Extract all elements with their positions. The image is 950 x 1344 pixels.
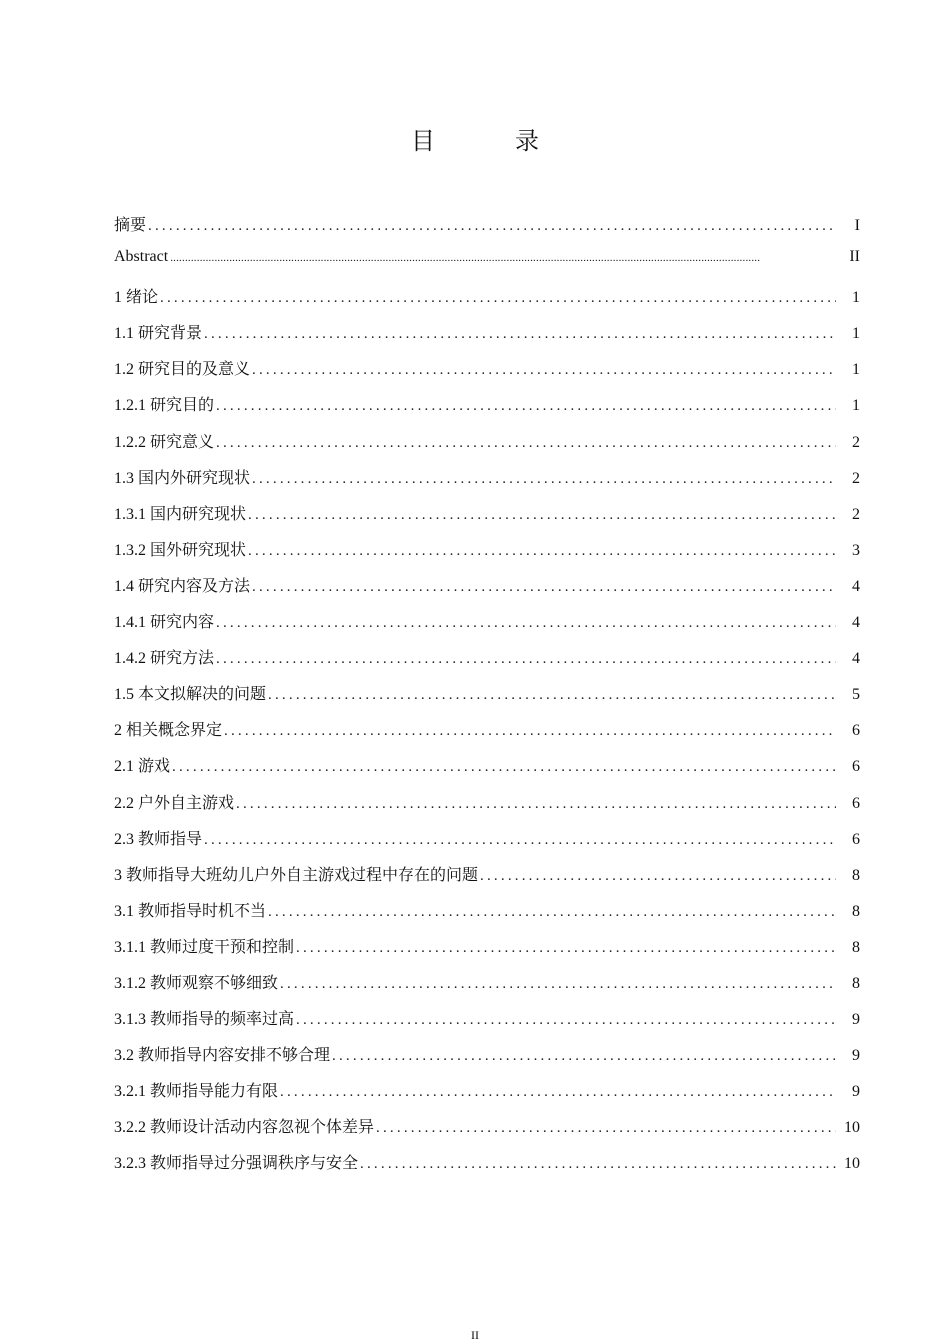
toc-dot-leader (204, 326, 836, 343)
toc-entry-page: 10 (844, 1155, 860, 1173)
toc-entry[interactable] (114, 934, 860, 970)
toc-entry-label: 3 教师指导大班幼儿户外自主游戏过程中存在的问题 (114, 866, 479, 884)
toc-entry[interactable] (114, 1078, 860, 1114)
toc-entry-label: 3.1.1 教师过度干预和控制 (114, 938, 295, 956)
toc-entry[interactable] (114, 356, 860, 392)
toc-dot-leader (252, 471, 836, 488)
toc-entry-label: 1.3 国内外研究现状 (114, 469, 251, 487)
toc-dot-leader (216, 435, 836, 452)
toc-entry-page: 9 (852, 1083, 860, 1101)
toc-entry-page: 6 (852, 722, 860, 740)
toc-dot-leader (296, 1012, 836, 1029)
toc-entry-label: 2 相关概念界定 (114, 722, 223, 740)
toc-dot-leader (224, 723, 836, 740)
toc-entry-page: 5 (852, 686, 860, 704)
toc-entry[interactable] (114, 392, 860, 428)
toc-dot-leader (148, 218, 836, 235)
toc-entry-label: 1.4.1 研究内容 (114, 614, 215, 632)
toc-entry-page: 6 (852, 794, 860, 812)
toc-entry-abstract-cn[interactable] (114, 212, 860, 248)
toc-dot-leader (480, 868, 836, 885)
toc-entry[interactable] (114, 970, 860, 1006)
toc-entry-page: 4 (852, 577, 860, 595)
toc-entry[interactable] (114, 1042, 860, 1078)
toc-dot-leader (280, 976, 836, 993)
toc-entry-page: 2 (852, 469, 860, 487)
toc-entry-page: 10 (844, 1119, 860, 1137)
toc-dot-leader (236, 796, 836, 813)
toc-entry-label: 1.2 研究目的及意义 (114, 361, 251, 379)
toc-entry[interactable] (114, 501, 860, 537)
toc-entry-label: 1.5 本文拟解决的问题 (114, 686, 267, 704)
toc-entry-label: 1.4 研究内容及方法 (114, 577, 251, 595)
toc-dot-leader (268, 904, 836, 921)
toc-entry-label: 2.3 教师指导 (114, 830, 203, 848)
toc-entry[interactable] (114, 1006, 860, 1042)
footer-page-number: II (471, 1328, 479, 1342)
toc-entry-label: 2.1 游戏 (114, 758, 171, 776)
toc-entry[interactable] (114, 1150, 860, 1186)
toc-entry-page: 3 (852, 541, 860, 559)
toc-entry-page: 1 (852, 325, 860, 343)
toc-entry-label: Abstract (114, 248, 169, 266)
toc-dot-leader (332, 1048, 836, 1065)
toc-entry[interactable] (114, 429, 860, 465)
toc-entry-label: 1.2.1 研究目的 (114, 397, 215, 415)
toc-dot-leader (360, 1156, 836, 1173)
toc-entry[interactable] (114, 681, 860, 717)
toc-entry[interactable] (114, 537, 860, 573)
toc-entry[interactable] (114, 898, 860, 934)
toc-entry-label: 1.4.2 研究方法 (114, 650, 215, 668)
toc-entry-label: 1.2.2 研究意义 (114, 433, 215, 451)
toc-dot-leader (172, 759, 836, 776)
toc-entry-page: 4 (852, 650, 860, 668)
toc-entry-label: 3.1.3 教师指导的频率过高 (114, 1011, 295, 1029)
toc-entry-page: I (854, 217, 860, 234)
toc-dot-leader (160, 290, 836, 307)
toc-entry-label: 2.2 户外自主游戏 (114, 794, 235, 812)
toc-entry-page: 2 (852, 433, 860, 451)
table-of-contents (114, 212, 860, 1187)
toc-dot-leader (204, 832, 836, 849)
toc-dot-leader (216, 651, 836, 668)
toc-dot-leader (376, 1120, 836, 1137)
toc-entry-page: 2 (852, 505, 860, 523)
toc-entry[interactable] (114, 645, 860, 681)
toc-dot-leader (268, 687, 836, 704)
toc-dot-leader (216, 398, 836, 415)
toc-entry[interactable] (114, 790, 860, 826)
toc-entry[interactable] (114, 753, 860, 789)
toc-entry[interactable] (114, 1114, 860, 1150)
toc-entry-label: 3.1.2 教师观察不够细致 (114, 974, 279, 992)
toc-entry-label: 摘要 (114, 217, 147, 234)
toc-dot-leader (248, 507, 836, 524)
toc-entry-label: 1 绪论 (114, 289, 159, 307)
toc-entry-label: 3.2.3 教师指导过分强调秩序与安全 (114, 1155, 359, 1173)
toc-dot-leader (170, 252, 836, 264)
toc-entry-page: 6 (852, 830, 860, 848)
toc-entry-page: 8 (852, 866, 860, 884)
toc-entry-label: 3.2.2 教师设计活动内容忽视个体差异 (114, 1119, 375, 1137)
toc-entry[interactable] (114, 573, 860, 609)
toc-entry[interactable] (114, 862, 860, 898)
toc-entry-page: 9 (852, 1011, 860, 1029)
toc-entry[interactable] (114, 284, 860, 320)
toc-entry-page: 1 (852, 289, 860, 307)
toc-dot-leader (296, 940, 836, 957)
toc-entry-label: 1.3.1 国内研究现状 (114, 505, 247, 523)
toc-entry-label: 3.2 教师指导内容安排不够合理 (114, 1047, 331, 1065)
toc-entry[interactable] (114, 717, 860, 753)
toc-entry-page: 1 (852, 397, 860, 415)
toc-entry-page: 8 (852, 938, 860, 956)
toc-entry-page: 8 (852, 902, 860, 920)
toc-dot-leader (252, 362, 836, 379)
toc-entry-page: 9 (852, 1047, 860, 1065)
toc-entry-page: II (849, 248, 860, 266)
toc-dot-leader (252, 579, 836, 596)
toc-dot-leader (216, 615, 836, 632)
toc-dot-leader (248, 543, 836, 560)
toc-entry-page: 1 (852, 361, 860, 379)
toc-entry-label: 3.2.1 教师指导能力有限 (114, 1083, 279, 1101)
toc-entry[interactable] (114, 320, 860, 356)
page-title: 目 录 (411, 127, 567, 155)
toc-entry-page: 8 (852, 974, 860, 992)
toc-entry-page: 4 (852, 614, 860, 632)
toc-entry-page: 6 (852, 758, 860, 776)
toc-entry[interactable] (114, 826, 860, 862)
toc-entry[interactable] (114, 609, 860, 645)
toc-entry-abstract-en[interactable] (114, 248, 860, 284)
toc-entry-label: 1.1 研究背景 (114, 325, 203, 343)
toc-entry[interactable] (114, 465, 860, 501)
toc-entry-label: 1.3.2 国外研究现状 (114, 541, 247, 559)
toc-dot-leader (280, 1084, 836, 1101)
toc-entry-label: 3.1 教师指导时机不当 (114, 902, 267, 920)
